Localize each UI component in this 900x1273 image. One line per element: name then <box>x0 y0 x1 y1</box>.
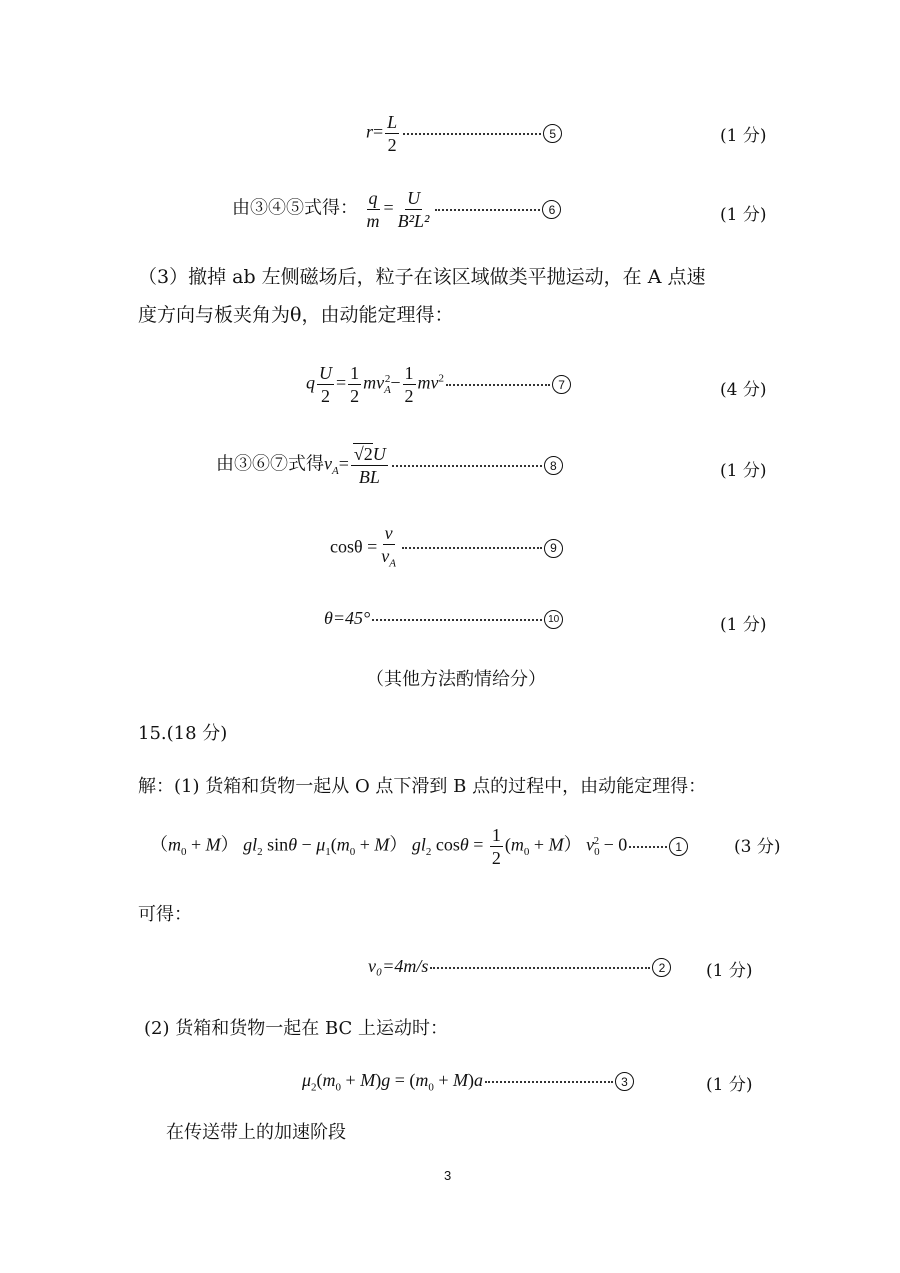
circled-number: 5 <box>543 124 562 143</box>
score: (1 分) <box>720 615 767 635</box>
question-15-header: 15.(18 分) <box>138 723 228 744</box>
circled-number: 2 <box>652 958 671 977</box>
equation-10 <box>324 608 563 629</box>
eq5-lhs: r <box>366 121 374 142</box>
equation-6: 由③④⑤式得： $\frac{q}{m}$ = $\frac{U}{\text{B²L²}}$ 6 <box>232 188 561 231</box>
leader-dots <box>430 967 650 969</box>
leader-dots <box>485 1081 613 1083</box>
eq2-text: v₀=4m/s <box>368 956 429 976</box>
leader-dots <box>403 133 541 135</box>
eq6-prefix: 由③④⑤式得： <box>232 197 358 218</box>
circled-number: 8 <box>544 456 563 475</box>
circled-number: 6 <box>542 200 561 219</box>
q15-equation-2 <box>368 956 671 977</box>
score: (3 分) <box>734 837 781 857</box>
part3-paragraph <box>138 258 778 334</box>
eq6-den-m: m <box>366 211 380 231</box>
equation-7: q $\frac{U}{2}$ = $\frac{1}{2}$ $mv_A^2-$ $\frac{1}{2}$ $mv^2$ 7 <box>306 363 571 406</box>
eq5-denominator: 2 <box>387 135 397 155</box>
score: (1 分) <box>706 1075 753 1095</box>
leader-dots <box>402 547 542 549</box>
part3-line1: （3）撤掉 ab 左侧磁场后，粒子在该区域做类平抛运动，在 A 点速 <box>138 266 706 288</box>
accel-phase-line: 在传送带上的加速阶段 <box>166 1122 346 1143</box>
page-number: 3 <box>444 1168 452 1183</box>
circled-number: 9 <box>544 539 563 558</box>
eq6-den-bl: B²L² <box>397 211 430 231</box>
score: (4 分) <box>720 380 767 400</box>
leader-dots <box>392 465 542 467</box>
equation-9: cosθ = $\frac{v}{v_A}$ 9 <box>330 523 563 574</box>
eq10-text: θ=45° <box>324 608 371 628</box>
q15-equation-1: $(m_0 + M)$ $gl_2$ $\sin\theta - \mu_1(m_0 + M)$ $gl_2$ cosθ = $\frac{1}{2}$ $(m_0 + M)$ $v_0^2 - 0$ 1 <box>150 825 688 868</box>
can-get-label: 可得： <box>138 904 192 925</box>
circled-number: 1 <box>669 837 688 856</box>
grading-note: （其他方法酌情给分） <box>366 669 546 690</box>
leader-dots <box>372 619 542 621</box>
part2-line: (2) 货箱和货物一起在 BC 上运动时： <box>144 1018 448 1039</box>
circled-number: 10 <box>544 610 563 629</box>
score: (1 分) <box>720 205 767 225</box>
eq8-prefix: 由③⑥⑦式得 <box>216 453 324 474</box>
eq6-num-u: U <box>407 188 421 208</box>
circled-number: 7 <box>552 375 571 394</box>
q15-equation-3: $\mu_2(m_0 + M)g = (m_0 + M)a$ 3 <box>302 1070 634 1094</box>
score: (1 分) <box>720 461 767 481</box>
eq9-lhs: cosθ = <box>330 536 378 557</box>
eq5-numerator: L <box>387 112 398 132</box>
score: (1 分) <box>720 126 767 146</box>
equation-8: 由③⑥⑦式得$v_A=$ $\frac{√2U}{BL}$ 8 <box>216 444 563 487</box>
leader-dots <box>435 209 540 211</box>
equation-5: r= $\frac{L}{2}$ 5 <box>366 112 562 155</box>
q15-line1: 解：(1) 货箱和货物一起从 O 点下滑到 B 点的过程中，由动能定理得： <box>138 776 707 797</box>
leader-dots <box>446 384 550 386</box>
part3-line2: 度方向与板夹角为θ，由动能定理得： <box>138 304 454 326</box>
leader-dots <box>629 846 667 848</box>
circled-number: 3 <box>615 1072 634 1091</box>
score: (1 分) <box>706 961 753 981</box>
eq6-num-q: q <box>368 188 378 208</box>
